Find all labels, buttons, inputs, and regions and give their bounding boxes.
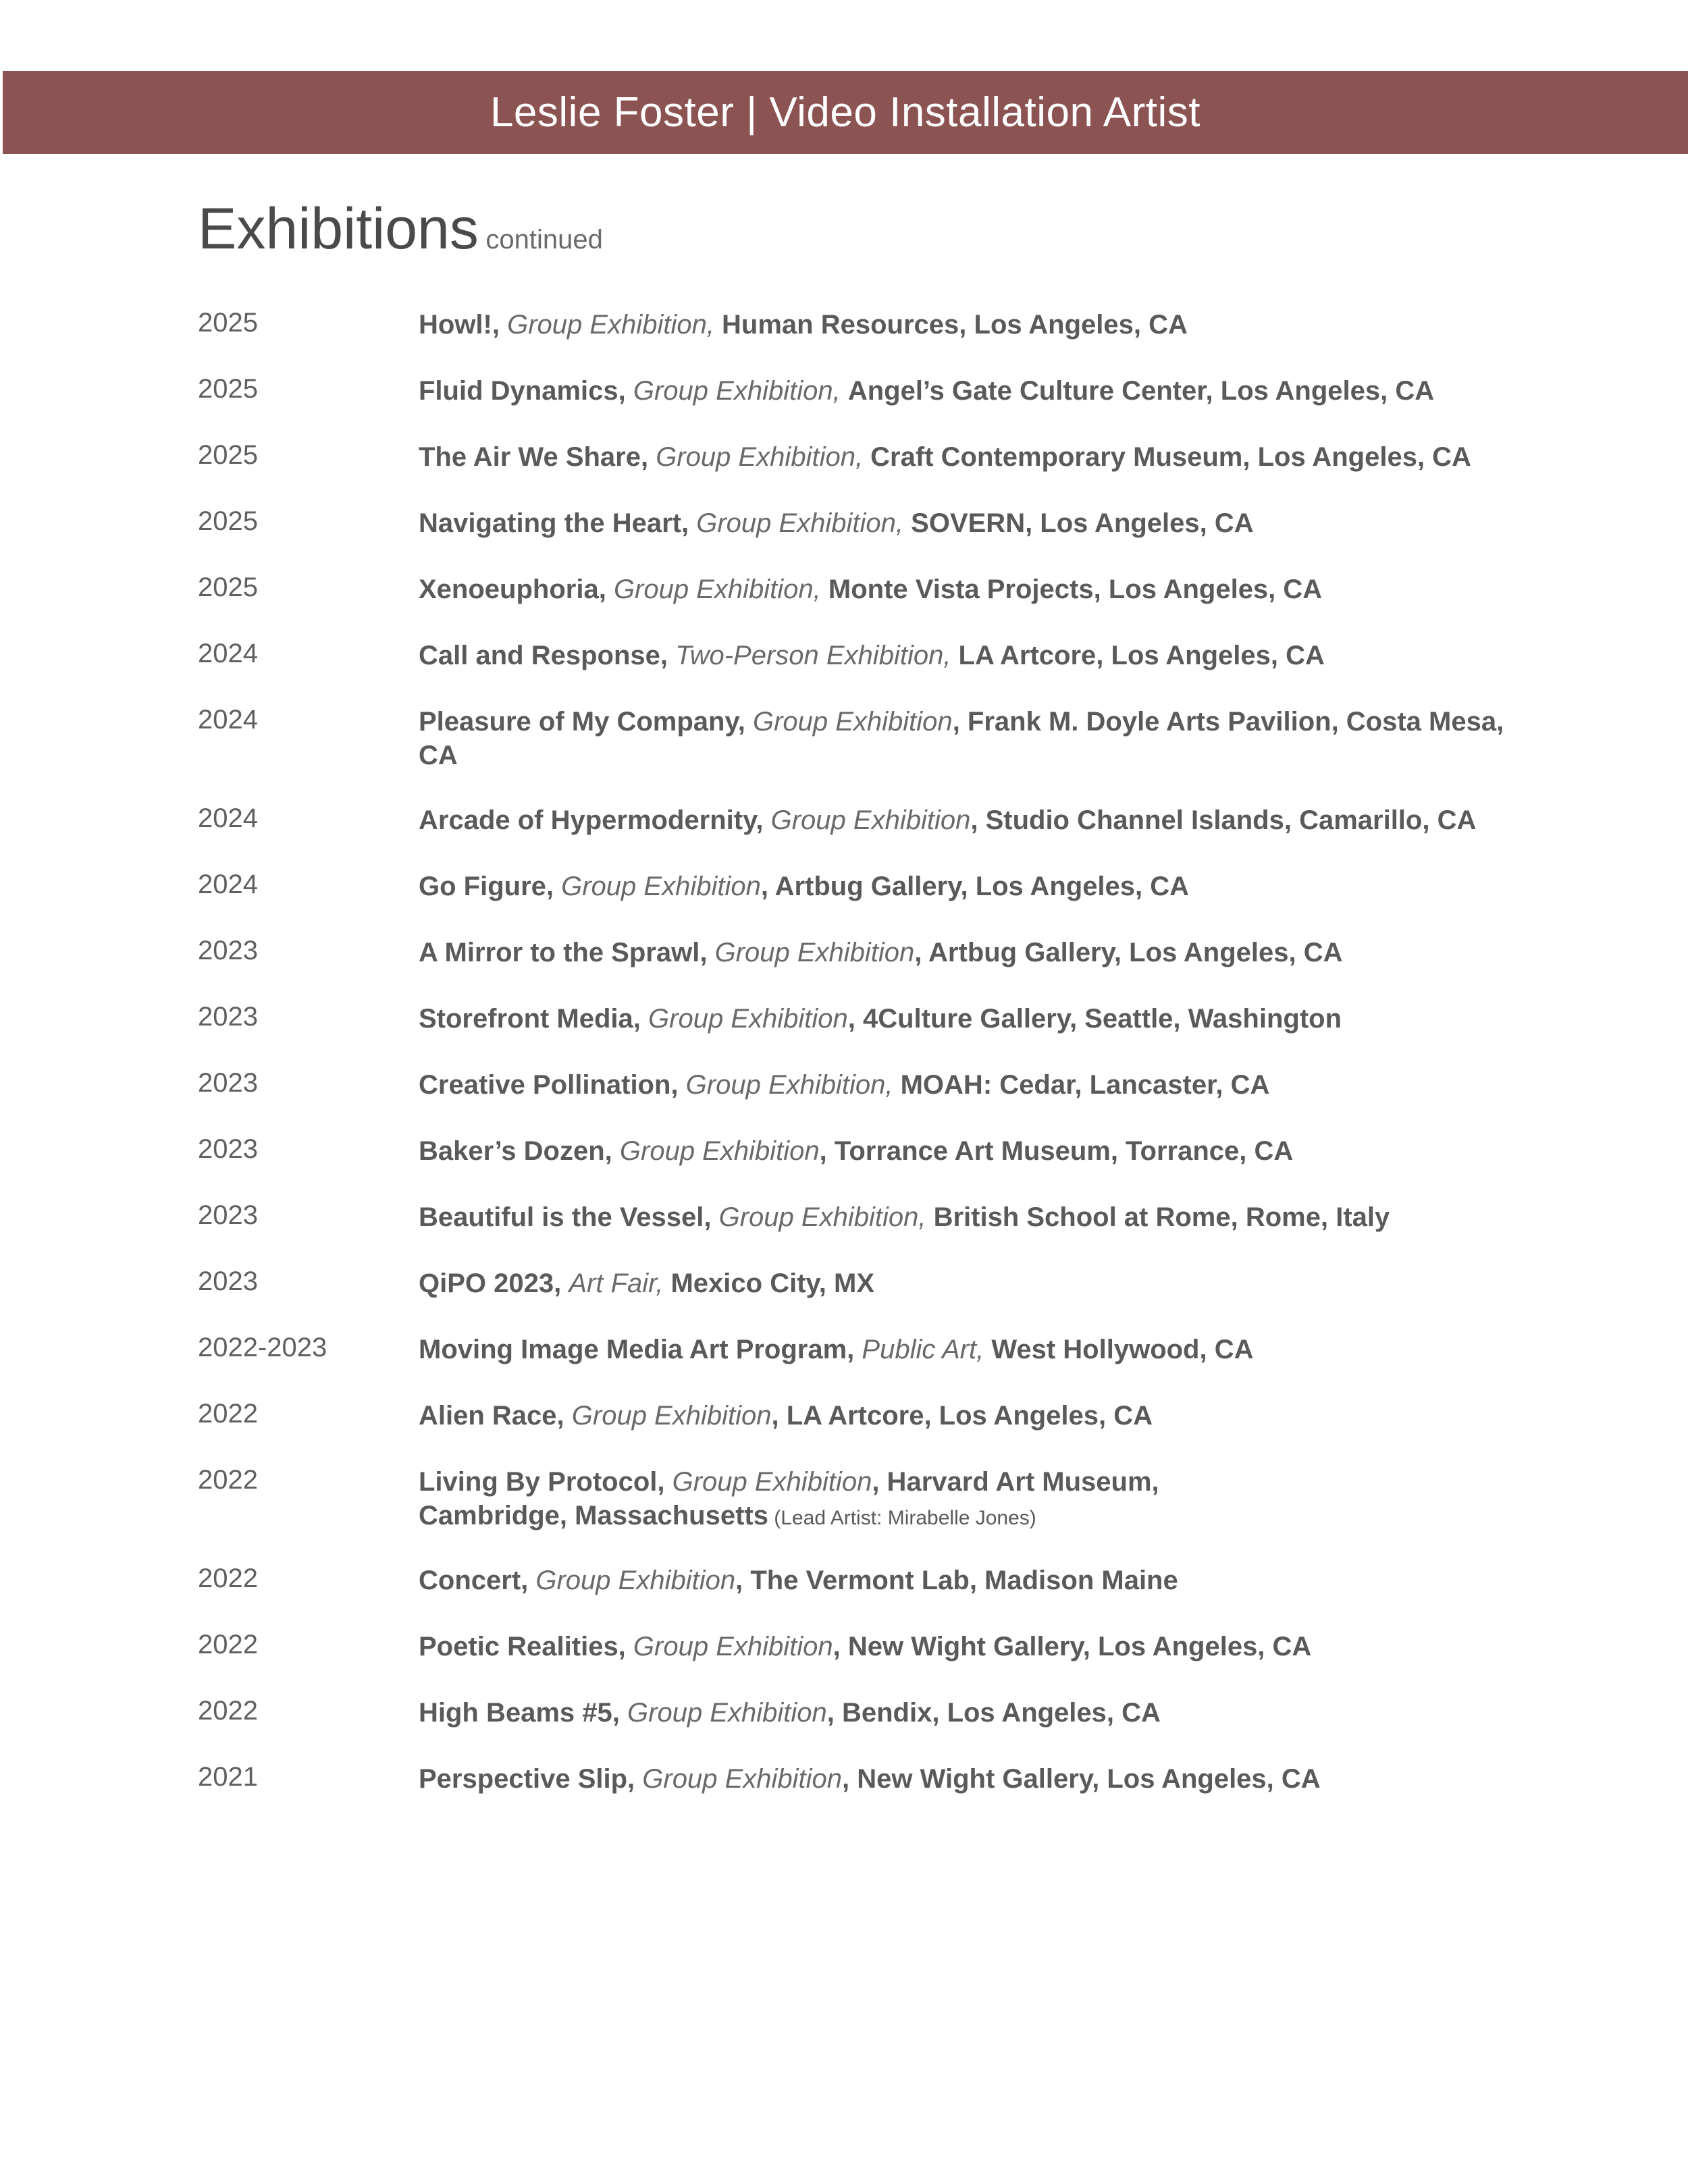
exhibition-entry <box>419 308 1512 342</box>
exhibition-entry <box>419 870 1512 903</box>
exhibition-title: QiPO 2023, <box>419 1269 569 1298</box>
exhibition-year: 2023 <box>198 1267 258 1296</box>
exhibition-year: 2022 <box>198 1465 258 1495</box>
exhibition-category: Group Exhibition <box>648 1004 848 1034</box>
exhibition-entry <box>419 1200 1512 1234</box>
exhibition-title: Storefront Media, <box>419 1004 649 1034</box>
exhibition-entry <box>419 1762 1512 1796</box>
exhibition-title: Fluid Dynamics, <box>419 376 633 406</box>
exhibition-category: Group Exhibition, <box>507 310 722 340</box>
exhibition-year: 2025 <box>198 572 258 602</box>
exhibition-title: Call and Response, <box>419 641 676 670</box>
exhibition-entry <box>419 1333 1512 1366</box>
exhibition-title: Moving Image Media Art Program, <box>419 1335 862 1364</box>
exhibition-entry <box>419 1630 1512 1663</box>
exhibition-category: Group Exhibition <box>633 1632 833 1661</box>
exhibition-venue: , Artbug Gallery, Los Angeles, CA <box>914 938 1343 967</box>
exhibition-title: Howl!, <box>419 310 508 340</box>
exhibition-venue: , Artbug Gallery, Los Angeles, CA <box>760 872 1190 901</box>
exhibition-year: 2022 <box>198 1630 258 1659</box>
exhibition-venue: , New Wight Gallery, Los Angeles, CA <box>842 1764 1321 1794</box>
exhibition-year: 2025 <box>198 440 258 470</box>
exhibition-title: High Beams #5, <box>419 1698 628 1728</box>
exhibition-year: 2025 <box>198 374 258 404</box>
exhibition-venue: , LA Artcore, Los Angeles, CA <box>771 1401 1153 1431</box>
exhibition-entry <box>419 572 1512 606</box>
exhibition-entry <box>419 705 1512 772</box>
exhibition-venue: Craft Contemporary Museum, Los Angeles, CA <box>870 442 1471 472</box>
exhibition-category: Group Exhibition, <box>613 575 828 604</box>
page-title: Leslie Foster | Video Installation Artist <box>490 89 1201 136</box>
exhibition-category: Group Exhibition, <box>696 508 912 538</box>
exhibition-title: Alien Race, <box>419 1401 572 1431</box>
exhibition-category: Two-Person Exhibition, <box>675 641 959 670</box>
exhibition-year: 2025 <box>198 506 258 536</box>
exhibition-title: Go Figure, <box>419 872 562 901</box>
exhibition-title: Beautiful is the Vessel, <box>419 1202 719 1232</box>
exhibition-category: Group Exhibition <box>619 1136 820 1166</box>
exhibition-category: Group Exhibition <box>561 872 761 901</box>
section-title: Exhibitions <box>198 196 479 261</box>
exhibition-entry <box>419 1134 1512 1168</box>
exhibition-venue: British School at Rome, Rome, Italy <box>933 1202 1390 1232</box>
exhibition-title: A Mirror to the Sprawl, <box>419 938 715 967</box>
exhibition-category: Art Fair, <box>569 1269 671 1298</box>
exhibition-year: 2024 <box>198 803 258 833</box>
exhibition-entry <box>419 936 1512 969</box>
exhibition-venue: Angel’s Gate Culture Center, Los Angeles, CA <box>847 376 1435 406</box>
exhibition-venue: SOVERN, Los Angeles, CA <box>911 508 1254 538</box>
exhibition-entry <box>419 506 1512 540</box>
exhibition-category: Public Art, <box>862 1335 992 1364</box>
exhibition-venue: Human Resources, Los Angeles, CA <box>722 310 1188 340</box>
exhibition-category: Group Exhibition <box>642 1764 843 1794</box>
exhibition-category: Group Exhibition, <box>656 442 871 472</box>
exhibition-category: Group Exhibition <box>752 707 953 737</box>
exhibition-title: Concert, <box>419 1566 536 1595</box>
exhibition-entry <box>419 1696 1512 1730</box>
exhibition-entry <box>419 1068 1512 1102</box>
exhibition-title: Living By Protocol, <box>419 1467 672 1497</box>
exhibition-entry <box>419 1399 1512 1433</box>
exhibition-entry <box>419 1267 1512 1300</box>
exhibition-title: Arcade of Hypermodernity, <box>419 805 771 835</box>
exhibition-venue: , The Vermont Lab, Madison Maine <box>735 1566 1178 1595</box>
exhibition-year: 2023 <box>198 1134 258 1164</box>
exhibition-title: Creative Pollination, <box>419 1070 686 1100</box>
exhibition-year: 2024 <box>198 639 258 668</box>
exhibition-year: 2023 <box>198 1200 258 1230</box>
exhibition-venue: , Torrance Art Museum, Torrance, CA <box>819 1136 1294 1166</box>
exhibition-category: Group Exhibition <box>672 1467 872 1497</box>
exhibition-category: Group Exhibition, <box>633 376 848 406</box>
exhibition-entry <box>419 1564 1512 1597</box>
exhibition-year: 2021 <box>198 1762 258 1792</box>
exhibition-category: Group Exhibition <box>714 938 915 967</box>
exhibition-title: Pleasure of My Company, <box>419 707 753 737</box>
exhibition-note: (Lead Artist: Mirabelle Jones) <box>768 1507 1036 1529</box>
exhibition-year: 2024 <box>198 870 258 899</box>
exhibition-entry <box>419 440 1512 474</box>
exhibition-title: Navigating the Heart, <box>419 508 697 538</box>
exhibition-venue: , Harvard Art Museum, Cambridge, Massachusetts <box>419 1467 1159 1530</box>
exhibition-venue: , Studio Channel Islands, Camarillo, CA <box>970 805 1477 835</box>
exhibition-year: 2024 <box>198 705 258 735</box>
exhibition-category: Group Exhibition <box>627 1698 827 1728</box>
exhibition-venue: Mexico City, MX <box>670 1269 875 1298</box>
exhibition-venue: MOAH: Cedar, Lancaster, CA <box>900 1070 1270 1100</box>
exhibition-category: Group Exhibition <box>770 805 971 835</box>
exhibition-venue: Monte Vista Projects, Los Angeles, CA <box>828 575 1323 604</box>
exhibition-year: 2023 <box>198 1068 258 1098</box>
exhibition-venue: , New Wight Gallery, Los Angeles, CA <box>833 1632 1312 1661</box>
exhibition-venue: LA Artcore, Los Angeles, CA <box>958 641 1325 670</box>
exhibition-entry <box>419 639 1512 672</box>
exhibition-year: 2023 <box>198 1002 258 1032</box>
exhibition-year: 2022 <box>198 1399 258 1429</box>
exhibition-venue: , Bendix, Los Angeles, CA <box>826 1698 1161 1728</box>
exhibition-entry <box>419 803 1512 837</box>
exhibition-title: Xenoeuphoria, <box>419 575 614 604</box>
exhibition-year: 2022-2023 <box>198 1333 327 1362</box>
exhibition-venue: West Hollywood, CA <box>991 1335 1254 1364</box>
exhibition-title: The Air We Share, <box>419 442 656 472</box>
exhibition-category: Group Exhibition <box>571 1401 772 1431</box>
exhibition-category: Group Exhibition, <box>685 1070 901 1100</box>
exhibition-year: 2022 <box>198 1564 258 1593</box>
exhibition-venue: , Frank M. Doyle Arts Pavilion, Costa Mesa, CA <box>419 707 1504 770</box>
exhibition-category: Group Exhibition, <box>718 1202 934 1232</box>
exhibition-year: 2022 <box>198 1696 258 1726</box>
exhibition-entry <box>419 1465 1182 1535</box>
exhibition-entry <box>419 374 1512 408</box>
exhibition-entry <box>419 1002 1512 1036</box>
section-subtitle: continued <box>485 225 603 255</box>
exhibition-title: Baker’s Dozen, <box>419 1136 620 1166</box>
exhibition-title: Perspective Slip, <box>419 1764 643 1794</box>
exhibition-category: Group Exhibition <box>535 1566 736 1595</box>
exhibition-year: 2023 <box>198 936 258 965</box>
exhibition-title: Poetic Realities, <box>419 1632 633 1661</box>
exhibition-venue: , 4Culture Gallery, Seattle, Washington <box>847 1004 1342 1034</box>
exhibition-year: 2025 <box>198 308 258 338</box>
